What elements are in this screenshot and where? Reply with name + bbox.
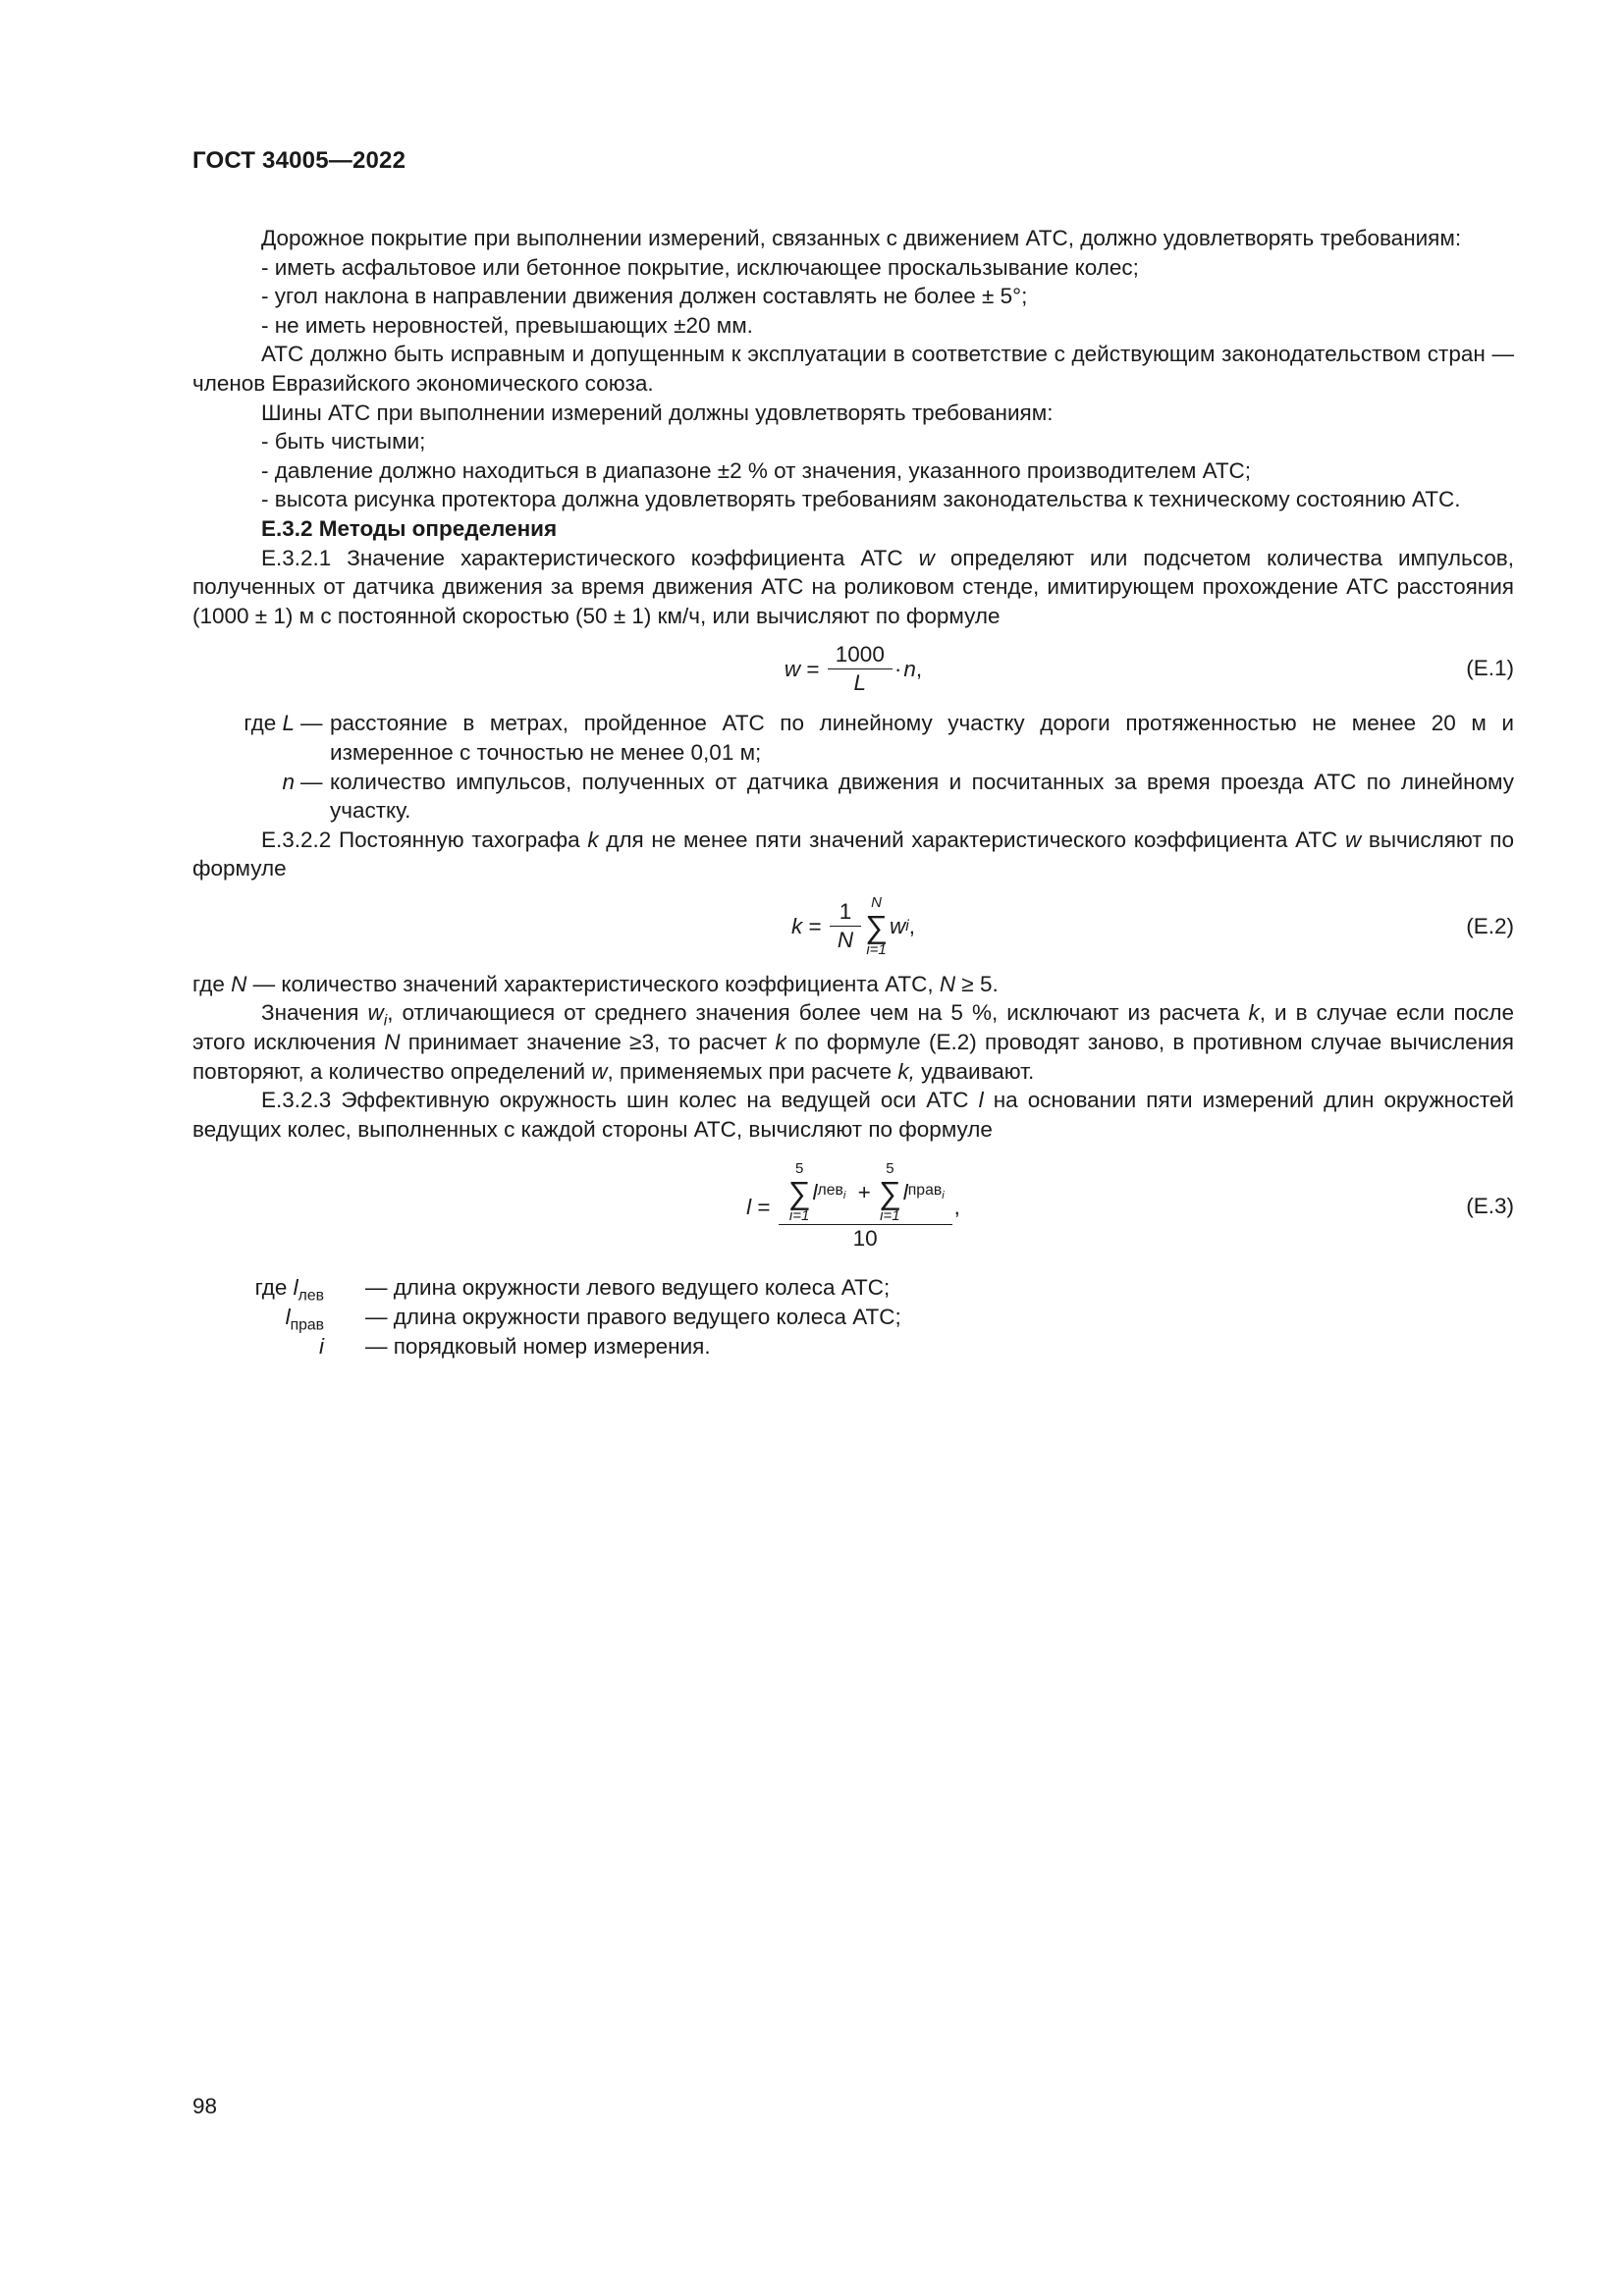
paragraph-e323: Е.3.2.3 Эффективную окружность шин колес на ведущей оси АТС l на основании пяти измерений длин окружностей ведущих колес, выполненных с каждой стороны АТС, вычисляют по формуле — [192, 1088, 1515, 1142]
list-item: - давление должно находиться в диапазоне ±2 % от значения, указанного производителем АТС; — [261, 457, 1252, 483]
list-item: - не иметь неровностей, превышающих ±20 мм. — [261, 312, 753, 338]
variable-definitions-e3: где $l_{лев}$ — длина окружности левого ведущего колеса АТС; $l_{прав}$ — длина окружности правого ведущего колеса АТС; i — порядковый номер измерения. — [192, 1273, 1514, 1361]
list-item: - высота рисунка протектора должна удовлетворять требованиям законодательства к техническому состоянию АТС. — [261, 487, 1461, 512]
formula-e1: w = $\frac{1000}{L}$ · n , (Е.1) — [784, 641, 1514, 695]
list-item: - иметь асфальтовое или бетонное покрытие, исключающее проскальзывание колес; — [261, 254, 1139, 280]
list-item: - угол наклона в направлении движения должен составлять не более ± 5°; — [261, 284, 1028, 309]
fraction: $\frac{1}{N}$ — [834, 898, 857, 954]
section-heading: Е.3.2 Методы определения — [261, 515, 558, 541]
page-number: 98 — [192, 2094, 218, 2118]
definition-L: расстояние в метрах, пройденное АТС по линейному участку дороги протяженностью не менее 20 м и измеренное с точностью не менее 0,01 м; — [330, 711, 1514, 765]
paragraph-e322: Е.3.2.2 Постоянную тахографа k для не менее пяти значений характеристического коэффициента АТС w вычисляют по формуле — [192, 827, 1514, 881]
paragraph-def-N: где N — количество значений характеристического коэффициента АТС, N ≥ 5. — [192, 971, 999, 996]
sum-symbol: 5 ∑ i=1 — [878, 1159, 901, 1224]
list-item: - быть чистыми; — [261, 429, 426, 454]
equation-number: (Е.1) — [1466, 656, 1514, 681]
equation-number: (Е.3) — [1466, 1194, 1514, 1219]
paragraph-values: Значения $w_i$, отличающиеся от среднего значения более чем на 5 %, исключают из расчета k, и в случае если после этого исключения N принимает значение ≥3, то расчет k по формуле (Е.2) проводят заново, в противном случае вычисления повторяют, а количество определений w, применяемых при расчете k, удваивают. — [192, 1000, 1514, 1084]
fraction: 5 ∑ i=1 l лев$_i$ + 5 ∑ i=1 l прав$_i$ 10 — [783, 1161, 948, 1253]
definition-l-lev: — длина окружности левого ведущего колеса АТС; — [365, 1275, 891, 1301]
fraction: $\frac{1000}{L}$ — [832, 641, 889, 697]
equation-number: (Е.2) — [1466, 914, 1514, 939]
paragraph-tires: Шины АТС при выполнении измерений должны удовлетворять требованиям: — [261, 400, 1054, 425]
variable-definitions-e1: где L — расстояние в метрах, пройденное АТС по линейному участку дороги протяженностью не менее 20 м и измеренное с точностью не менее 0,01 м; n — количество импульсов, полученных от датчика движения и посчитанных за время проезда АТС по линейному участку. — [192, 709, 1514, 825]
sum-symbol: 5 ∑ i=1 — [787, 1159, 811, 1224]
definition-l-prav: — длина окружности правого ведущего колеса АТС; — [365, 1305, 901, 1330]
paragraph-e321: Е.3.2.1 Значение характеристического коэффициента АТС w определяют или подсчетом количества импульсов, полученных от датчика движения за время движения АТС на роликовом стенде, имитирующем прохождение АТС расстояния (1000 ± 1) м с постоянной скоростью (50 ± 1) км/ч, или вычисляют по формуле — [192, 545, 1514, 628]
paragraph-road-surface: Дорожное покрытие при выполнении измерений, связанных с движением АТС, должно удовлетворять требованиям: — [261, 226, 1462, 250]
document-code: ГОСТ 34005—2022 — [192, 147, 406, 174]
formula-e3: l = 5 ∑ i=1 l лев$_i$ + 5 ∑ i=1 l прав$_i$ 10 , (Е.3) — [746, 1159, 1514, 1251]
paragraph-ats-condition: АТС должно быть исправным и допущенным к эксплуатации в соответствие с действующим законодательством стран — членов Евразийского экономического союза. — [192, 342, 1514, 396]
sum-symbol: N ∑ i=1 — [865, 893, 888, 958]
definition-i: — порядковый номер измерения. — [365, 1333, 711, 1359]
definition-n: количество импульсов, полученных от датчика движения и посчитанных за время проезда АТС по линейному участку. — [330, 769, 1514, 824]
page-body — [192, 224, 1514, 1361]
formula-e2: k = $\frac{1}{N}$ N ∑ i=1 w i , (Е.2) — [791, 893, 1514, 958]
